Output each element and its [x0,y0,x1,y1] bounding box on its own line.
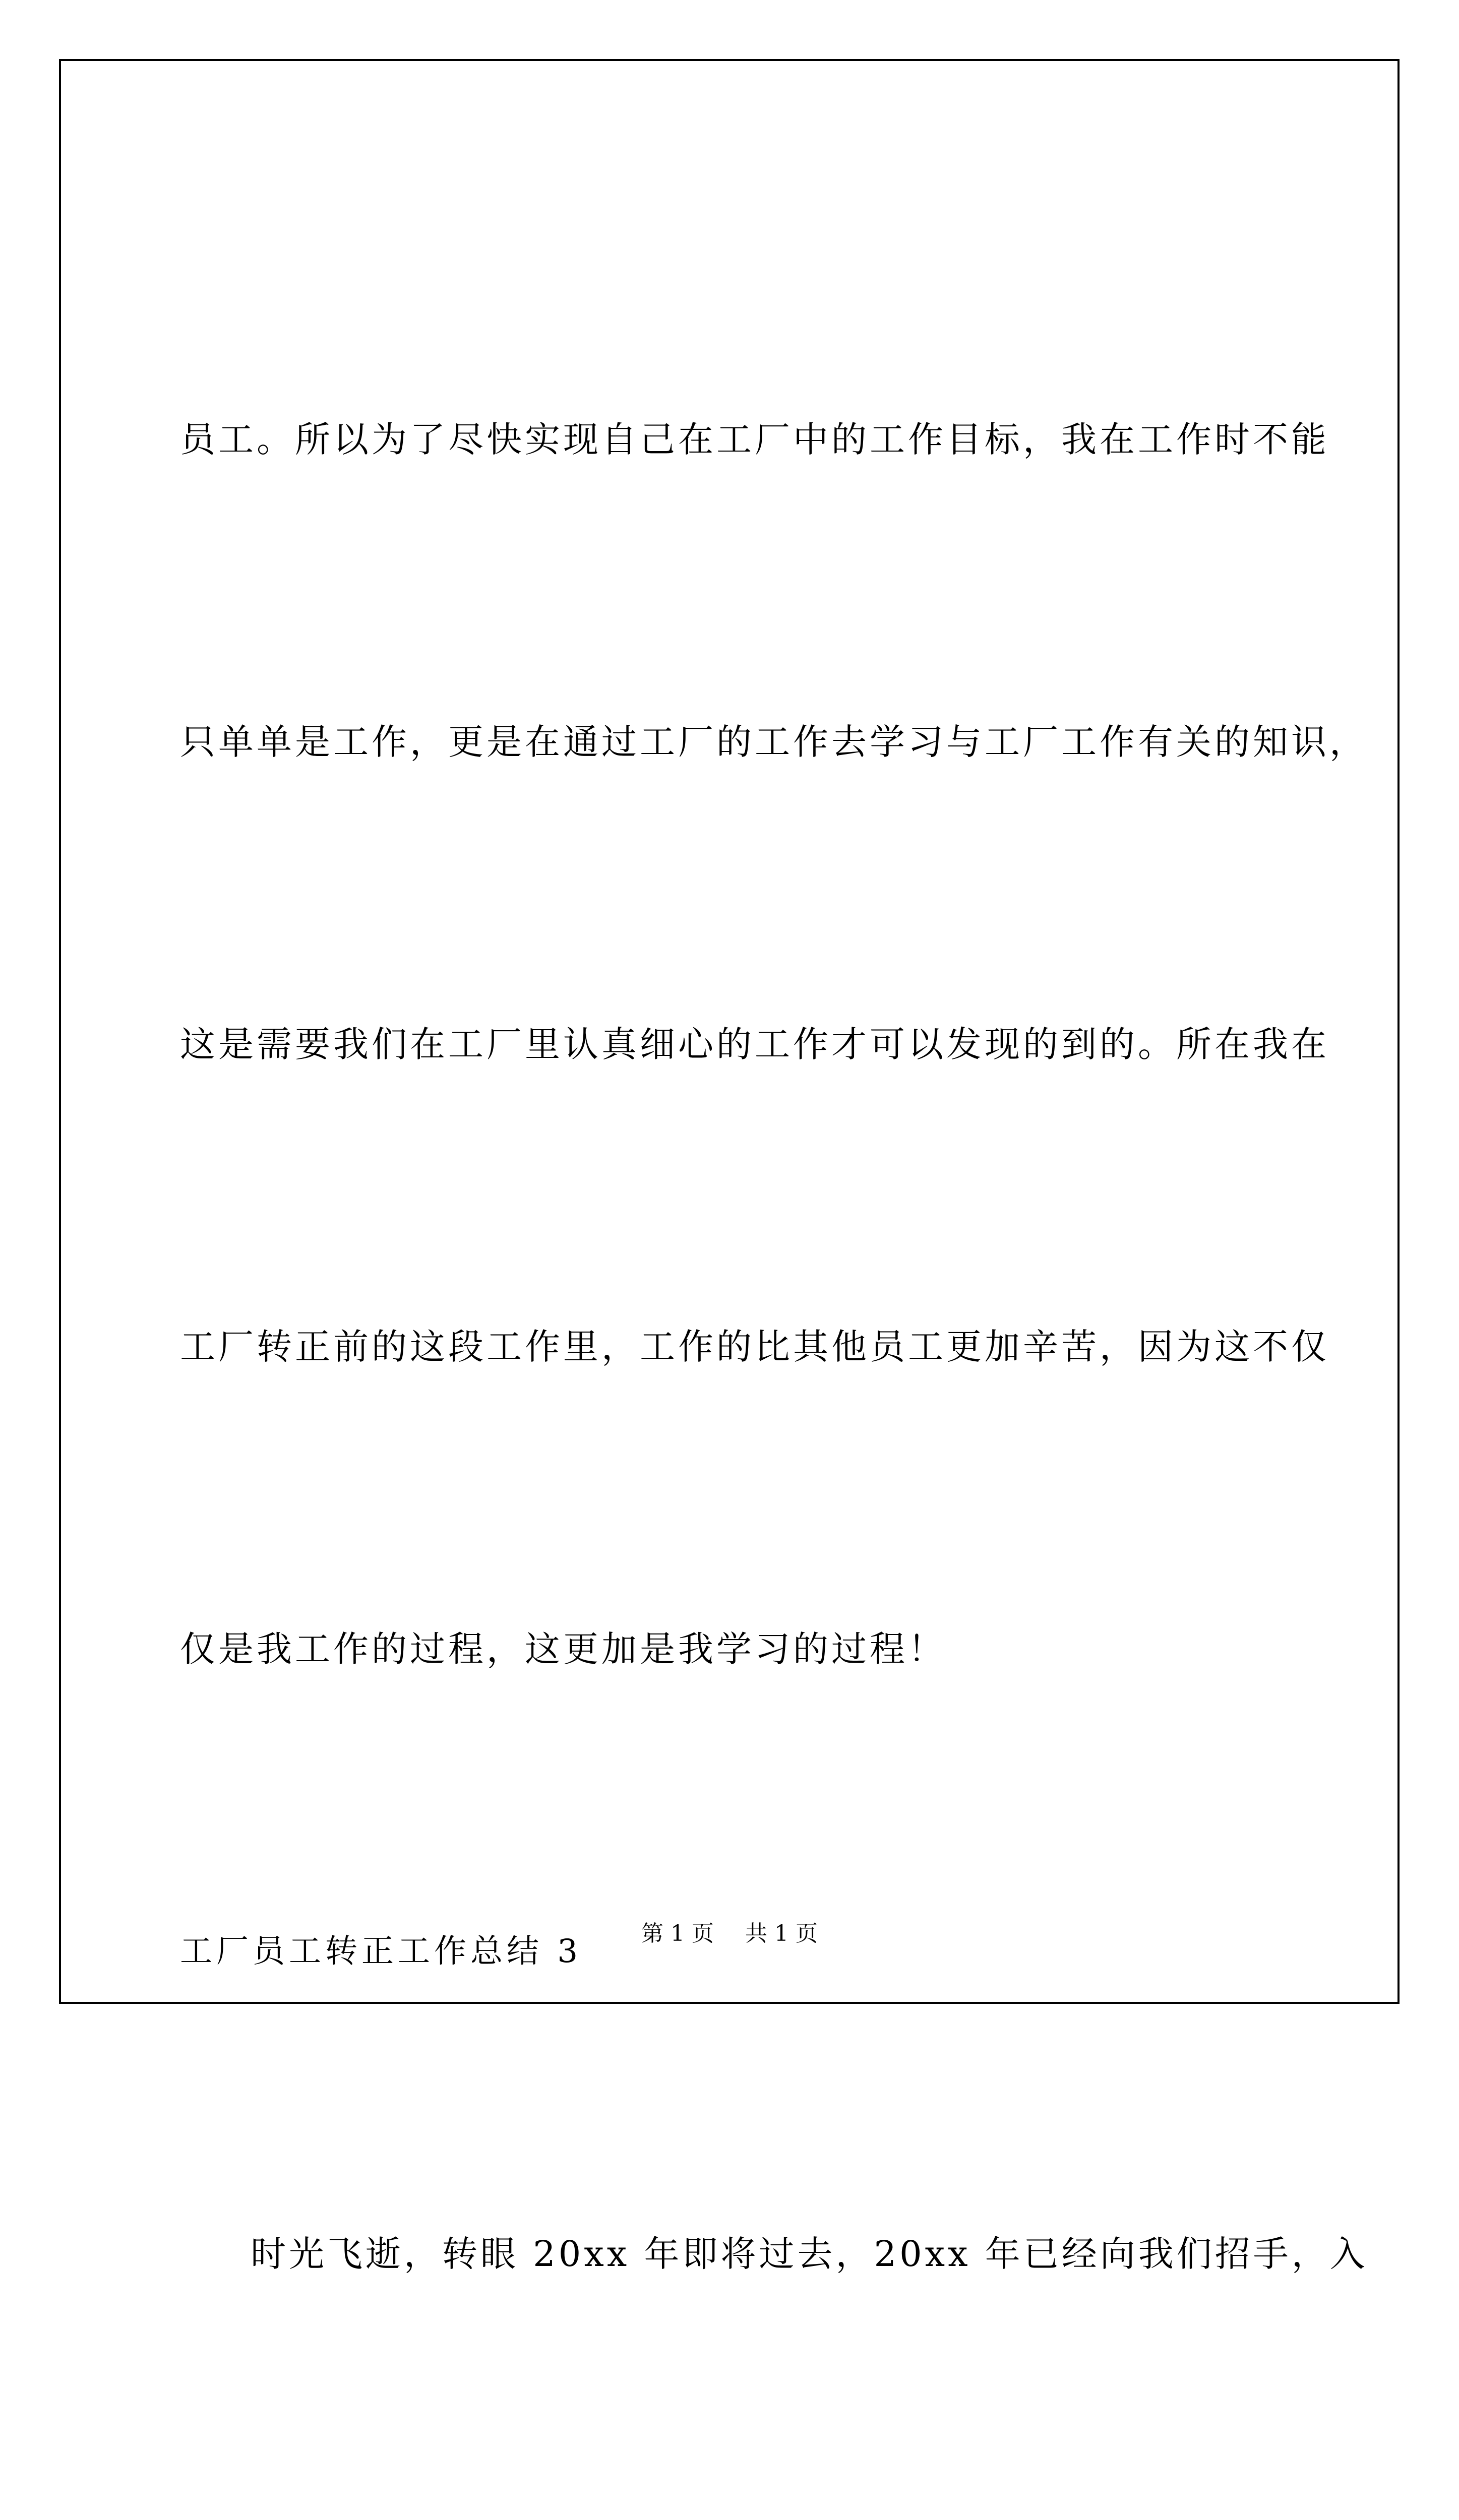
page-number-current: 第 1 页 [641,1921,714,1946]
text-line: 仅是我工作的过程，这更加是我学习的过程！ [180,1628,946,1670]
text-line: 只单单是工作，更是在通过工厂的工作去学习与工厂工作有关的知识， [180,721,1368,763]
paragraph-1 [180,2002,1368,2520]
section-heading: 工厂员工转正工作总结 3 [180,1933,582,1970]
text-line: 这是需要我们在工厂里认真细心的工作才可以发现的到的。所在我在 [180,1024,1329,1065]
page-footer [0,1915,1459,1947]
document-body [180,187,1368,2520]
text-line: 员工。所以为了尽快实现自己在工厂中的工作目标，我在工作时不能 [180,419,1329,460]
text-line: 时光飞逝，转眼 20xx 年即将过去，20xx 年已经向我们招手，入 [251,2233,1368,2275]
paragraph-continued [180,187,1368,1901]
page-number-total: 共 1 页 [745,1921,818,1946]
text-line: 工厂转正前的这段工作里，工作的比其他员工更加辛苦，因为这不仅 [180,1326,1329,1367]
text-line [180,2506,1319,2520]
